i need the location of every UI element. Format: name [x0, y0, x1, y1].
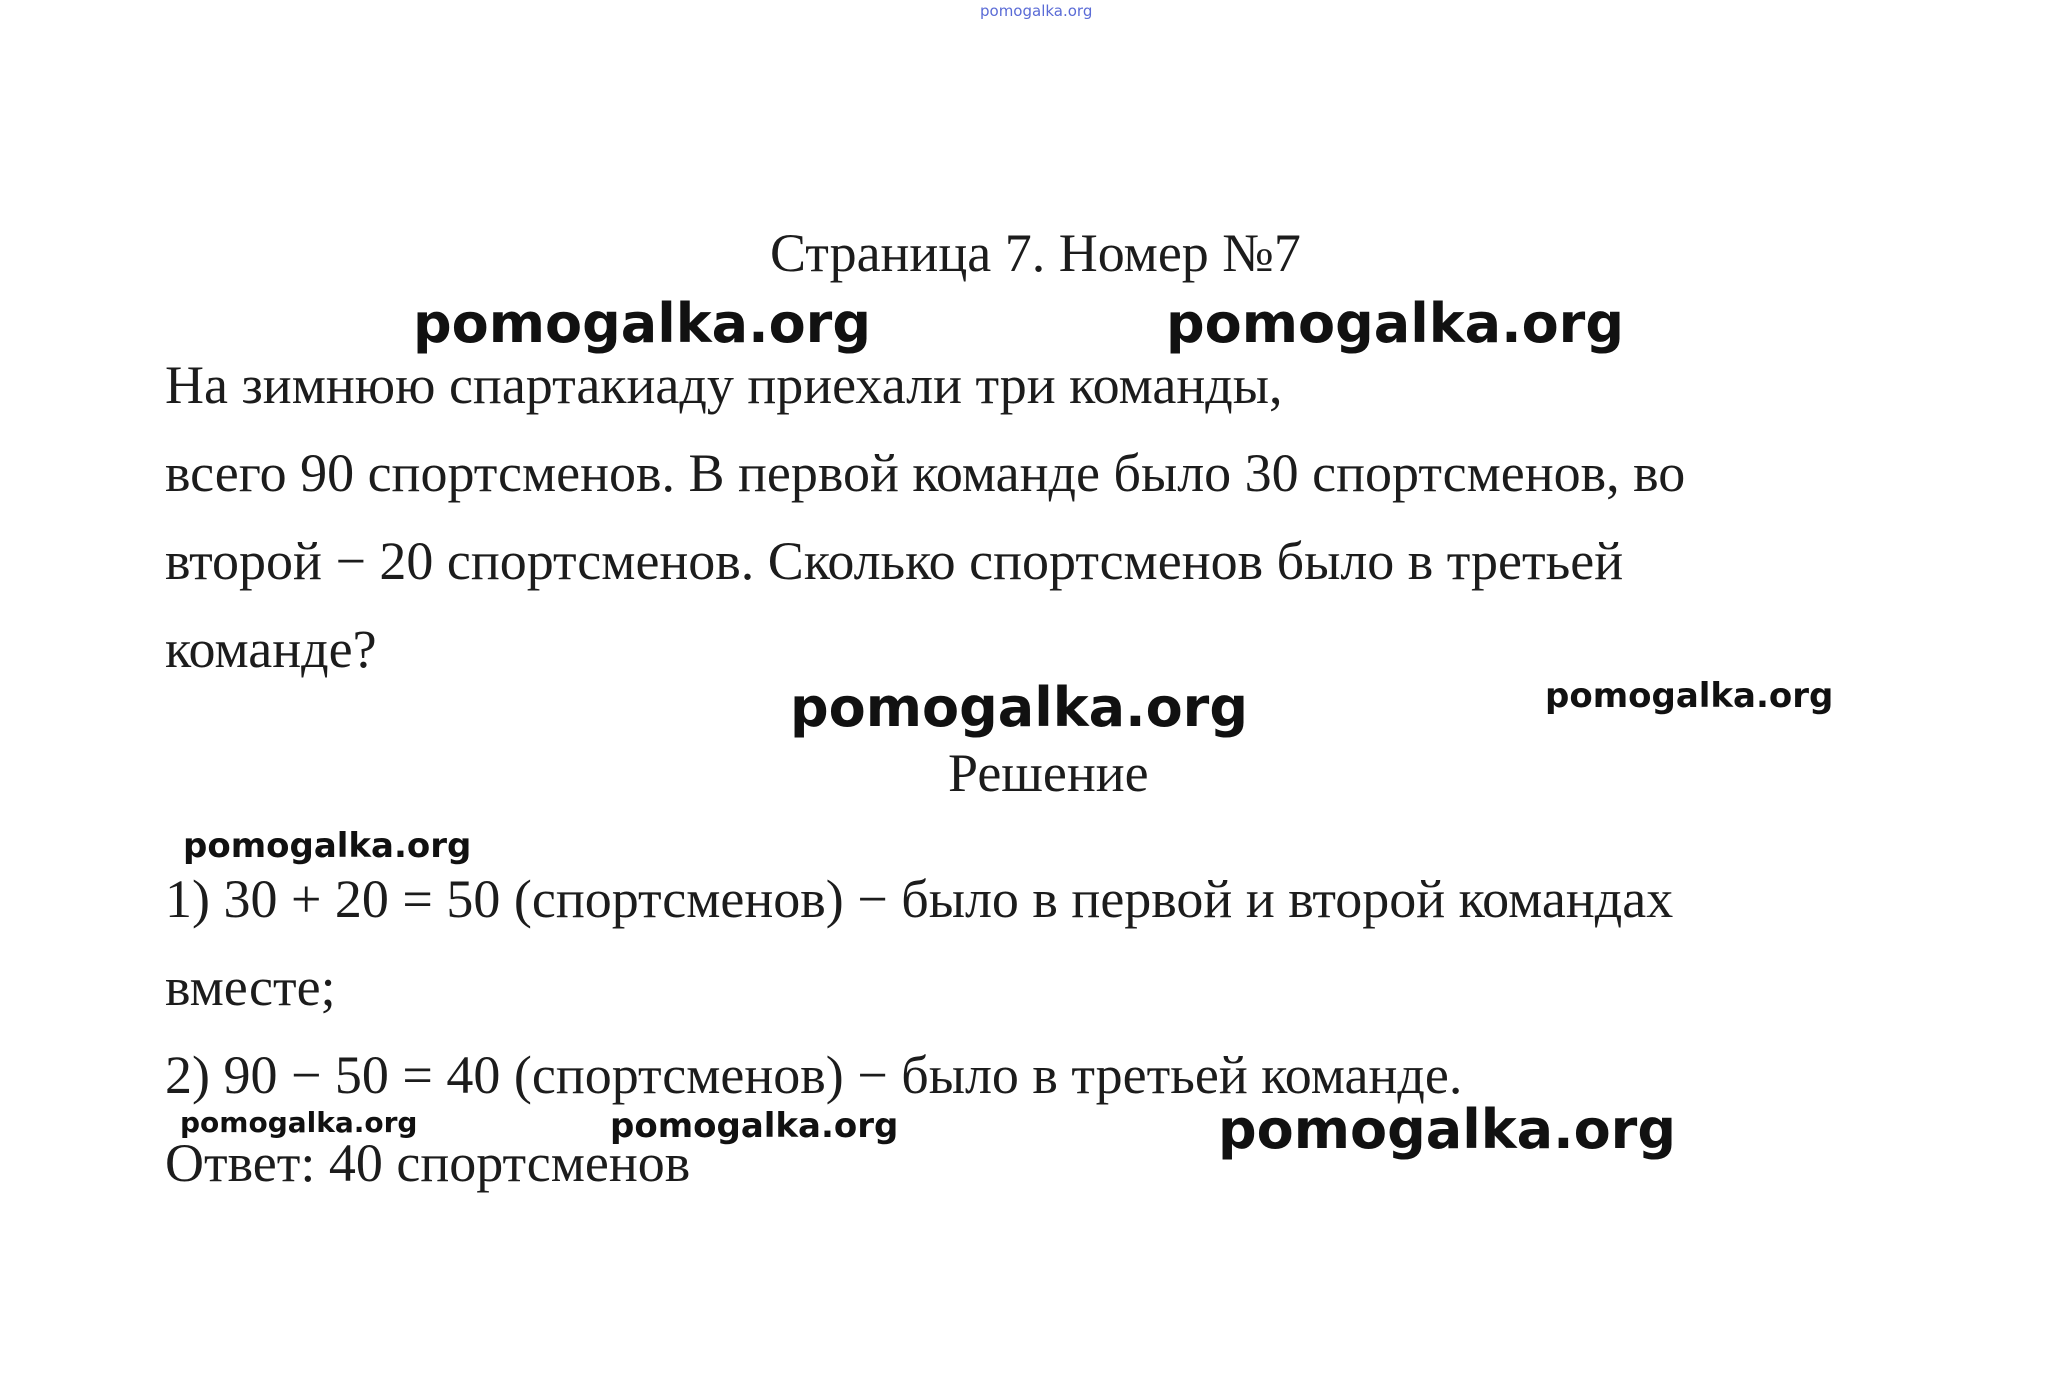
answer-line: Ответ: 40 спортсменов: [165, 1133, 691, 1193]
watermark: pomogalka.org: [1166, 292, 1624, 355]
watermark: pomogalka.org: [610, 1106, 899, 1146]
problem-line: второй − 20 спортсменов. Сколько спортсменов было в третьей: [165, 531, 1624, 591]
problem-line: команде?: [165, 619, 377, 679]
problem-line: всего 90 спортсменов. В первой команде было 30 спортсменов, во: [165, 443, 1686, 503]
solution-line: вместе;: [165, 957, 336, 1017]
solution-heading: Решение: [948, 743, 1149, 803]
watermark: pomogalka.org: [183, 826, 472, 866]
watermark: pomogalka.org: [1545, 676, 1834, 716]
page-title: Страница 7. Номер №7: [770, 223, 1301, 283]
solution-line: 2) 90 − 50 = 40 (спортсменов) − было в третьей команде.: [165, 1045, 1463, 1105]
watermark-top: pomogalka.org: [980, 2, 1093, 20]
watermark: pomogalka.org: [790, 676, 1248, 739]
watermark: pomogalka.org: [413, 292, 871, 355]
problem-line: На зимнюю спартакиаду приехали три команды,: [165, 355, 1283, 415]
solution-line: 1) 30 + 20 = 50 (спортсменов) − было в первой и второй командах: [165, 869, 1674, 929]
watermark: pomogalka.org: [180, 1106, 418, 1139]
watermark: pomogalka.org: [1218, 1098, 1676, 1161]
